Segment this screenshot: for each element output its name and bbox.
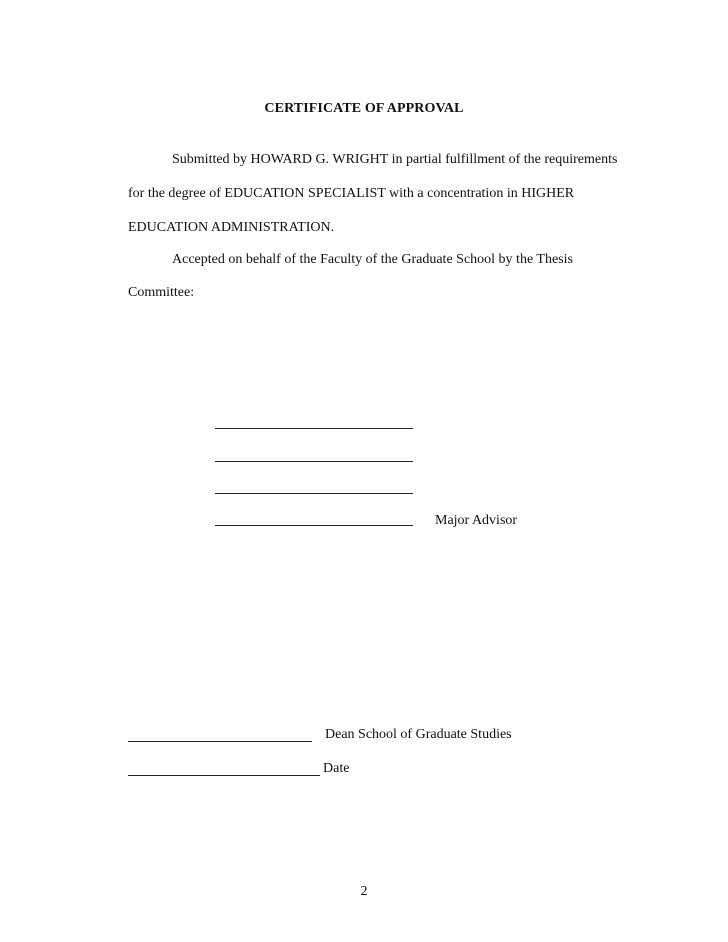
major-advisor-signature-line [215,525,413,526]
committee-signature-line-1 [215,428,413,429]
document-title: CERTIFICATE OF APPROVAL [264,101,464,116]
dean-label: Dean School of Graduate Studies [325,727,512,742]
date-line [128,775,320,776]
major-advisor-label: Major Advisor [435,513,518,528]
committee-signature-line-3 [215,493,413,494]
paragraph-submitted-line-3: EDUCATION ADMINISTRATION. [128,220,335,235]
date-label: Date [323,761,350,776]
dean-signature-line [128,741,312,742]
paragraph-submitted-line-2: for the degree of EDUCATION SPECIALIST with a concentration in HIGHER [128,186,575,201]
paragraph-accepted-line-1: Accepted on behalf of the Faculty of the Graduate School by the Thesis [172,252,573,267]
committee-signature-line-2 [215,461,413,462]
page-number: 2 [360,884,368,899]
paragraph-accepted-line-2: Committee: [128,285,195,300]
paragraph-submitted-line-1: Submitted by HOWARD G. WRIGHT in partial fulfillment of the requirements [172,152,618,167]
